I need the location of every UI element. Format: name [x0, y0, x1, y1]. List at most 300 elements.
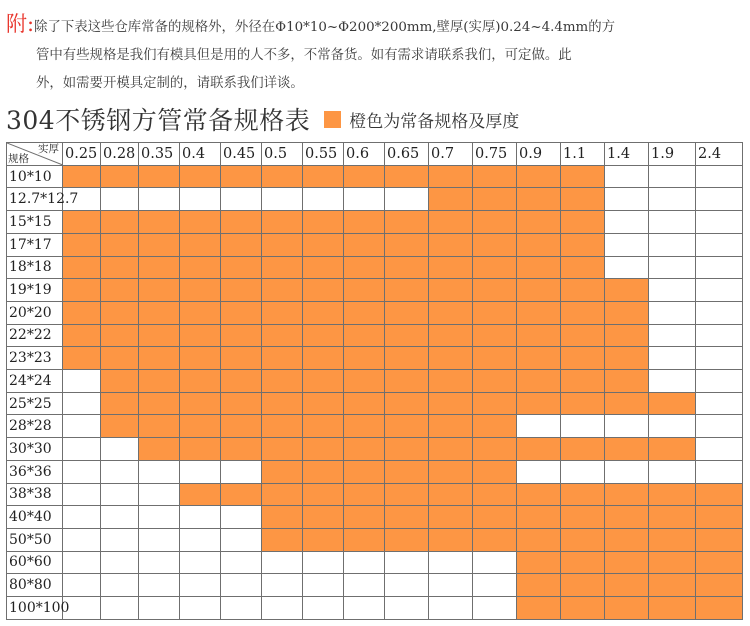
stock-cell	[303, 370, 344, 393]
stock-cell	[139, 165, 180, 188]
stock-cell	[221, 211, 262, 234]
spec-label: 22*22	[7, 324, 63, 347]
stock-cell	[517, 370, 561, 393]
stock-cell	[63, 347, 101, 370]
stock-cell	[344, 415, 385, 438]
stock-cell	[303, 301, 344, 324]
empty-cell	[262, 551, 303, 574]
stock-cell	[517, 211, 561, 234]
stock-cell	[303, 506, 344, 529]
stock-cell	[139, 347, 180, 370]
stock-cell	[473, 165, 517, 188]
stock-cell	[429, 301, 473, 324]
stock-cell	[221, 279, 262, 302]
header-row	[7, 143, 743, 166]
stock-cell	[429, 233, 473, 256]
stock-cell	[605, 483, 649, 506]
note-line-1-text: 除了下表这些仓库常备的规格外，外径在Φ10*10~Φ200*200mm,壁厚(实厚)0.24~4.4mm的方	[34, 20, 616, 35]
empty-cell	[101, 188, 139, 211]
stock-cell	[605, 597, 649, 620]
stock-cell	[385, 233, 429, 256]
stock-cell	[517, 301, 561, 324]
stock-cell	[561, 483, 605, 506]
stock-cell	[561, 597, 605, 620]
empty-cell	[649, 370, 696, 393]
empty-cell	[63, 415, 101, 438]
stock-cell	[517, 256, 561, 279]
empty-cell	[221, 574, 262, 597]
stock-cell	[139, 211, 180, 234]
corner-cell	[7, 143, 63, 166]
stock-cell	[303, 347, 344, 370]
stock-cell	[561, 301, 605, 324]
empty-cell	[605, 211, 649, 234]
stock-cell	[344, 279, 385, 302]
table-row	[7, 256, 743, 279]
stock-cell	[649, 597, 696, 620]
thickness-col-9: 0.7	[429, 143, 473, 166]
empty-cell	[696, 460, 743, 483]
empty-cell	[63, 506, 101, 529]
stock-cell	[262, 415, 303, 438]
empty-cell	[344, 597, 385, 620]
empty-cell	[180, 188, 221, 211]
stock-cell	[517, 188, 561, 211]
thickness-col-8: 0.65	[385, 143, 429, 166]
stock-cell	[473, 392, 517, 415]
stock-cell	[63, 279, 101, 302]
stock-cell	[101, 415, 139, 438]
stock-cell	[262, 301, 303, 324]
stock-cell	[473, 483, 517, 506]
stock-cell	[303, 483, 344, 506]
thickness-col-5: 0.5	[262, 143, 303, 166]
stock-cell	[303, 256, 344, 279]
stock-cell	[344, 483, 385, 506]
thickness-col-15: 2.4	[696, 143, 743, 166]
stock-cell	[139, 233, 180, 256]
table-row	[7, 301, 743, 324]
empty-cell	[649, 211, 696, 234]
empty-cell	[696, 211, 743, 234]
empty-cell	[649, 460, 696, 483]
empty-cell	[221, 551, 262, 574]
empty-cell	[139, 506, 180, 529]
stock-cell	[605, 438, 649, 461]
stock-cell	[101, 233, 139, 256]
spec-label: 23*23	[7, 347, 63, 370]
thickness-col-1: 0.28	[101, 143, 139, 166]
empty-cell	[605, 415, 649, 438]
stock-cell	[696, 551, 743, 574]
empty-cell	[429, 574, 473, 597]
stock-cell	[63, 165, 101, 188]
stock-cell	[385, 256, 429, 279]
empty-cell	[649, 188, 696, 211]
empty-cell	[303, 188, 344, 211]
empty-cell	[473, 551, 517, 574]
empty-cell	[303, 551, 344, 574]
stock-cell	[262, 324, 303, 347]
legend-label: 橙色为常备规格及厚度	[349, 111, 520, 132]
stock-cell	[473, 256, 517, 279]
stock-cell	[303, 165, 344, 188]
spec-label: 80*80	[7, 574, 63, 597]
stock-cell	[605, 551, 649, 574]
empty-cell	[385, 551, 429, 574]
stock-cell	[303, 415, 344, 438]
spec-label: 17*17	[7, 233, 63, 256]
stock-cell	[344, 211, 385, 234]
stock-cell	[473, 438, 517, 461]
empty-cell	[303, 574, 344, 597]
empty-cell	[605, 165, 649, 188]
empty-cell	[649, 415, 696, 438]
stock-cell	[101, 347, 139, 370]
empty-cell	[696, 256, 743, 279]
stock-cell	[262, 438, 303, 461]
spec-label: 10*10	[7, 165, 63, 188]
empty-cell	[63, 460, 101, 483]
stock-cell	[139, 256, 180, 279]
stock-cell	[473, 188, 517, 211]
stock-cell	[180, 279, 221, 302]
stock-cell	[303, 211, 344, 234]
spec-label: 36*36	[7, 460, 63, 483]
stock-cell	[429, 256, 473, 279]
stock-cell	[605, 301, 649, 324]
stock-cell	[385, 392, 429, 415]
stock-cell	[139, 324, 180, 347]
stock-cell	[649, 438, 696, 461]
empty-cell	[101, 528, 139, 551]
table-row	[7, 597, 743, 620]
stock-cell	[473, 324, 517, 347]
spec-label: 25*25	[7, 392, 63, 415]
spec-label: 24*24	[7, 370, 63, 393]
stock-cell	[429, 415, 473, 438]
empty-cell	[139, 483, 180, 506]
table-row	[7, 438, 743, 461]
stock-cell	[429, 188, 473, 211]
thickness-col-7: 0.6	[344, 143, 385, 166]
empty-cell	[139, 460, 180, 483]
empty-cell	[221, 506, 262, 529]
empty-cell	[696, 279, 743, 302]
stock-cell	[221, 438, 262, 461]
stock-cell	[101, 324, 139, 347]
stock-cell	[385, 415, 429, 438]
stock-cell	[605, 506, 649, 529]
stock-cell	[139, 301, 180, 324]
empty-cell	[385, 597, 429, 620]
stock-cell	[561, 506, 605, 529]
stock-cell	[385, 301, 429, 324]
stock-cell	[344, 324, 385, 347]
empty-cell	[101, 483, 139, 506]
table-row	[7, 211, 743, 234]
stock-cell	[429, 211, 473, 234]
spec-label: 20*20	[7, 301, 63, 324]
stock-cell	[344, 506, 385, 529]
stock-cell	[385, 165, 429, 188]
empty-cell	[180, 506, 221, 529]
stock-cell	[385, 347, 429, 370]
stock-cell	[517, 528, 561, 551]
empty-cell	[649, 279, 696, 302]
stock-cell	[221, 165, 262, 188]
stock-cell	[139, 415, 180, 438]
stock-cell	[180, 438, 221, 461]
empty-cell	[63, 528, 101, 551]
stock-cell	[473, 415, 517, 438]
stock-cell	[517, 347, 561, 370]
table-title: 304不锈钢方管常备规格表	[6, 106, 311, 135]
stock-cell	[561, 279, 605, 302]
empty-cell	[696, 233, 743, 256]
stock-cell	[605, 324, 649, 347]
stock-cell	[561, 370, 605, 393]
stock-cell	[221, 256, 262, 279]
stock-cell	[344, 528, 385, 551]
stock-cell	[221, 233, 262, 256]
empty-cell	[303, 597, 344, 620]
stock-cell	[605, 347, 649, 370]
stock-cell	[561, 211, 605, 234]
spec-label: 38*38	[7, 483, 63, 506]
empty-cell	[101, 574, 139, 597]
stock-cell	[605, 392, 649, 415]
title-row	[6, 101, 519, 137]
empty-cell	[221, 528, 262, 551]
stock-cell	[429, 483, 473, 506]
stock-cell	[696, 597, 743, 620]
empty-cell	[561, 460, 605, 483]
empty-cell	[344, 574, 385, 597]
table-row	[7, 233, 743, 256]
stock-cell	[344, 233, 385, 256]
stock-cell	[649, 483, 696, 506]
stock-cell	[429, 324, 473, 347]
stock-cell	[63, 211, 101, 234]
stock-cell	[101, 256, 139, 279]
stock-cell	[561, 347, 605, 370]
stock-cell	[344, 165, 385, 188]
stock-cell	[344, 370, 385, 393]
stock-cell	[385, 460, 429, 483]
stock-cell	[473, 460, 517, 483]
thickness-col-0: 0.25	[63, 143, 101, 166]
empty-cell	[101, 551, 139, 574]
stock-cell	[344, 347, 385, 370]
empty-cell	[517, 415, 561, 438]
corner-spec-label: 规格	[8, 152, 29, 165]
corner-thickness-label: 实厚	[38, 143, 59, 155]
empty-cell	[696, 188, 743, 211]
empty-cell	[101, 460, 139, 483]
empty-cell	[180, 574, 221, 597]
empty-cell	[605, 256, 649, 279]
thickness-col-10: 0.75	[473, 143, 517, 166]
stock-cell	[605, 528, 649, 551]
empty-cell	[605, 460, 649, 483]
empty-cell	[385, 188, 429, 211]
stock-cell	[344, 301, 385, 324]
empty-cell	[101, 438, 139, 461]
stock-cell	[139, 392, 180, 415]
stock-cell	[221, 324, 262, 347]
empty-cell	[221, 597, 262, 620]
stock-cell	[473, 301, 517, 324]
stock-cell	[561, 392, 605, 415]
stock-cell	[303, 528, 344, 551]
stock-cell	[429, 370, 473, 393]
stock-cell	[517, 574, 561, 597]
table-row	[7, 415, 743, 438]
empty-cell	[63, 392, 101, 415]
stock-cell	[473, 528, 517, 551]
stock-cell	[101, 301, 139, 324]
thickness-col-12: 1.1	[561, 143, 605, 166]
thickness-col-11: 0.9	[517, 143, 561, 166]
note-lead: 附:	[6, 12, 35, 36]
empty-cell	[262, 574, 303, 597]
stock-cell	[101, 165, 139, 188]
stock-cell	[517, 392, 561, 415]
stock-cell	[649, 551, 696, 574]
table-row	[7, 188, 743, 211]
stock-cell	[63, 301, 101, 324]
thickness-col-13: 1.4	[605, 143, 649, 166]
stock-cell	[262, 460, 303, 483]
spec-label: 18*18	[7, 256, 63, 279]
spec-label: 50*50	[7, 528, 63, 551]
stock-cell	[649, 574, 696, 597]
stock-cell	[517, 597, 561, 620]
empty-cell	[649, 324, 696, 347]
stock-cell	[429, 528, 473, 551]
table-row	[7, 324, 743, 347]
stock-cell	[473, 233, 517, 256]
stock-cell	[561, 528, 605, 551]
stock-cell	[605, 370, 649, 393]
table-row	[7, 506, 743, 529]
empty-cell	[696, 324, 743, 347]
stock-cell	[101, 211, 139, 234]
empty-cell	[101, 506, 139, 529]
stock-cell	[139, 370, 180, 393]
table-row	[7, 392, 743, 415]
stock-cell	[385, 528, 429, 551]
note-line-2: 管中有些规格是我们有模具但是用的人不多，不常备货。如有需求请联系我们，可定做。此	[36, 48, 572, 63]
table-row	[7, 483, 743, 506]
table-row	[7, 347, 743, 370]
empty-cell	[429, 551, 473, 574]
stock-cell	[385, 211, 429, 234]
stock-cell	[180, 415, 221, 438]
stock-cell	[473, 279, 517, 302]
stock-cell	[262, 506, 303, 529]
empty-cell	[696, 415, 743, 438]
thickness-col-4: 0.45	[221, 143, 262, 166]
stock-cell	[303, 460, 344, 483]
stock-cell	[180, 324, 221, 347]
empty-cell	[63, 551, 101, 574]
stock-cell	[262, 483, 303, 506]
stock-cell	[262, 370, 303, 393]
stock-cell	[517, 551, 561, 574]
stock-cell	[517, 233, 561, 256]
stock-cell	[696, 574, 743, 597]
stock-cell	[63, 256, 101, 279]
empty-cell	[473, 574, 517, 597]
stock-cell	[561, 324, 605, 347]
stock-cell	[429, 506, 473, 529]
spec-label: 12.7*12.7	[7, 188, 63, 211]
empty-cell	[649, 256, 696, 279]
stock-cell	[517, 506, 561, 529]
spec-label: 28*28	[7, 415, 63, 438]
stock-cell	[429, 347, 473, 370]
stock-cell	[303, 324, 344, 347]
stock-cell	[561, 188, 605, 211]
empty-cell	[517, 460, 561, 483]
stock-cell	[605, 279, 649, 302]
spec-label: 19*19	[7, 279, 63, 302]
stock-cell	[344, 460, 385, 483]
stock-cell	[344, 438, 385, 461]
stock-cell	[561, 233, 605, 256]
empty-cell	[605, 233, 649, 256]
empty-cell	[696, 392, 743, 415]
empty-cell	[344, 188, 385, 211]
stock-cell	[139, 279, 180, 302]
empty-cell	[696, 347, 743, 370]
stock-cell	[429, 392, 473, 415]
stock-cell	[180, 370, 221, 393]
stock-cell	[262, 528, 303, 551]
empty-cell	[63, 574, 101, 597]
stock-cell	[429, 279, 473, 302]
stock-cell	[262, 211, 303, 234]
stock-cell	[385, 438, 429, 461]
spec-label: 100*100	[7, 597, 63, 620]
spec-table	[6, 142, 743, 620]
stock-cell	[303, 438, 344, 461]
stock-cell	[517, 279, 561, 302]
note-line-3: 外，如需要开模具定制的，请联系我们详谈。	[36, 76, 304, 91]
empty-cell	[180, 460, 221, 483]
stock-cell	[517, 483, 561, 506]
stock-cell	[649, 506, 696, 529]
stock-cell	[63, 233, 101, 256]
empty-cell	[180, 551, 221, 574]
stock-cell	[303, 392, 344, 415]
empty-cell	[139, 574, 180, 597]
table-row	[7, 574, 743, 597]
stock-cell	[473, 370, 517, 393]
table-row	[7, 165, 743, 188]
stock-cell	[429, 165, 473, 188]
empty-cell	[696, 165, 743, 188]
empty-cell	[262, 188, 303, 211]
empty-cell	[385, 574, 429, 597]
stock-cell	[221, 347, 262, 370]
stock-cell	[517, 165, 561, 188]
stock-cell	[649, 392, 696, 415]
empty-cell	[139, 551, 180, 574]
empty-cell	[139, 528, 180, 551]
